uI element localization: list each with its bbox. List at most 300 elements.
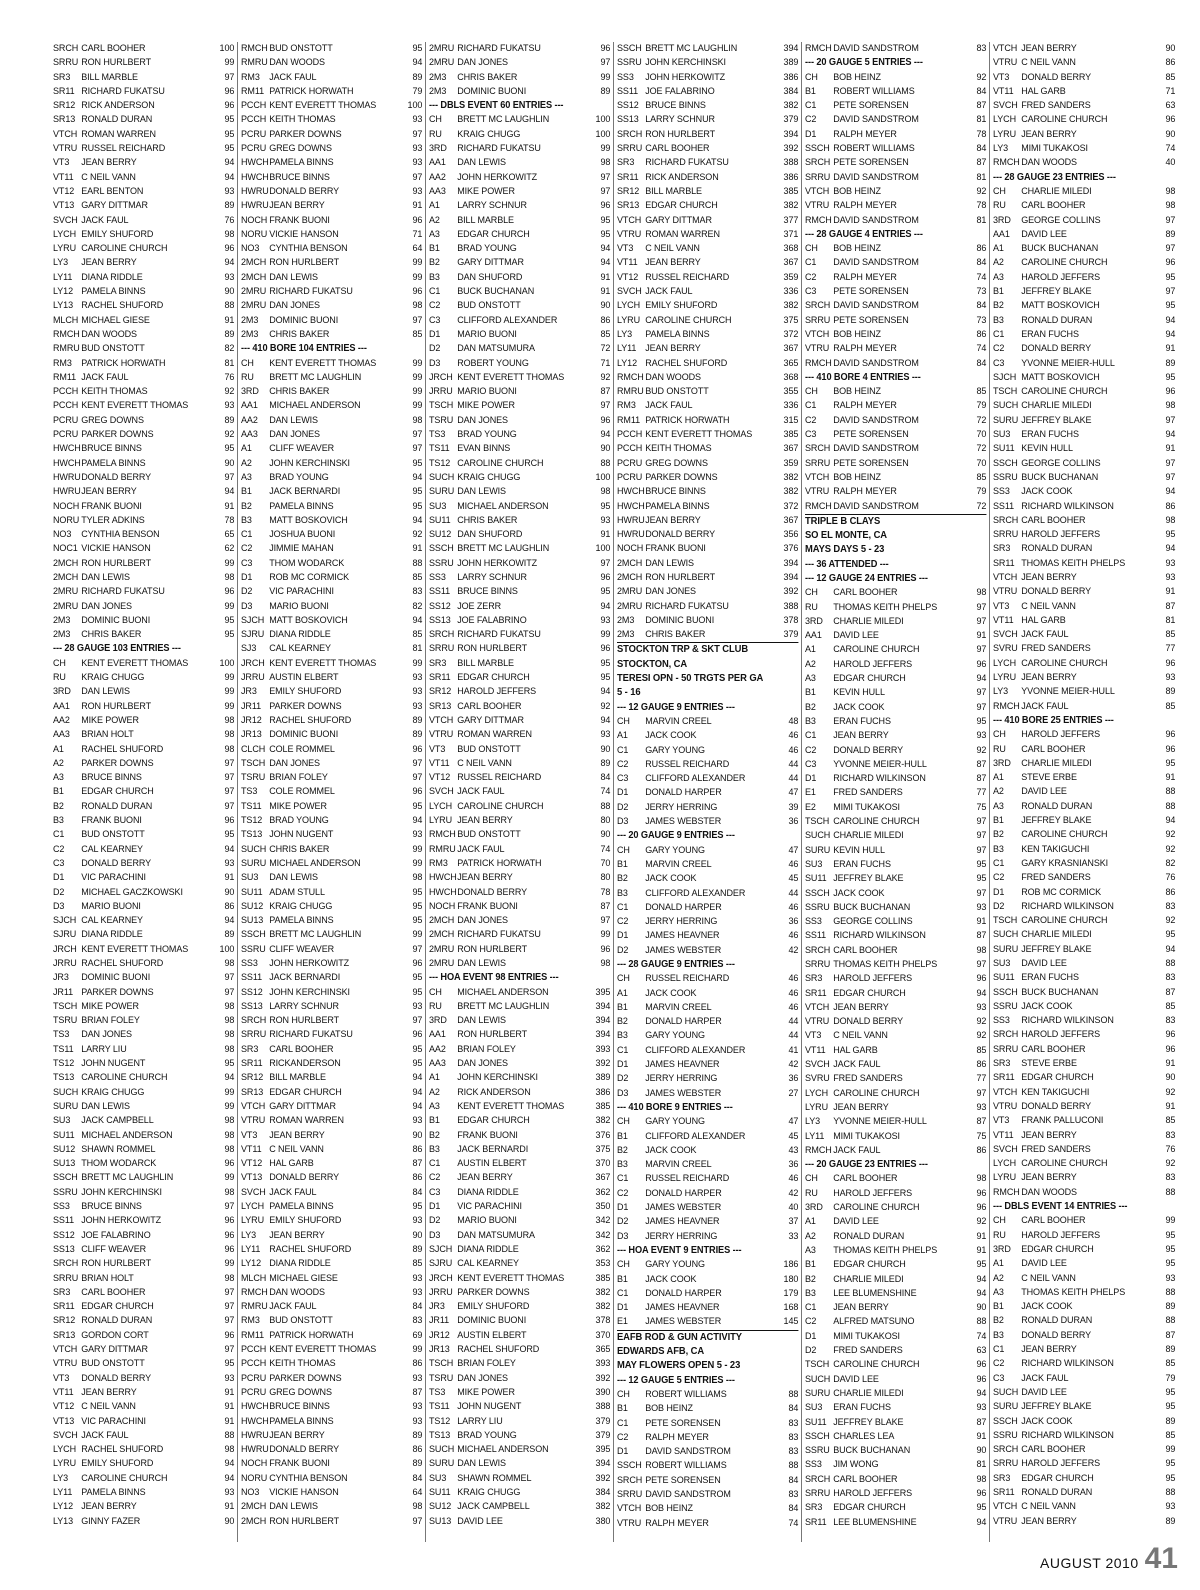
class-code: VT12 (617, 271, 639, 283)
class-code: B1 (241, 486, 252, 498)
shooter-name: RON HURLBERT (81, 1258, 152, 1270)
shooter-name: RONALD DURAN (1021, 1486, 1093, 1498)
result-row (993, 671, 1175, 685)
class-code: D2 (805, 1345, 817, 1357)
score: 95 (600, 672, 611, 684)
shooter-name: CARL BOOHER (1021, 514, 1086, 526)
score: 372 (783, 328, 799, 340)
shooter-name: RACHEL SHUFORD (81, 300, 164, 312)
class-code: VTCH (993, 43, 1018, 54)
score: 98 (224, 1029, 235, 1041)
event-header: --- DBLS EVENT 14 ENTRIES --- (993, 1201, 1128, 1213)
shooter-name: DONALD BERRY (833, 744, 904, 756)
score: 93 (412, 1415, 423, 1427)
class-code: SS3 (241, 958, 258, 969)
shooter-name: CHRIS BAKER (81, 629, 142, 641)
class-code: RM11 (241, 1329, 265, 1341)
score: 81 (976, 114, 987, 126)
class-code: LY12 (53, 1501, 74, 1513)
score: 395 (595, 986, 611, 998)
shooter-name: CAROLINE CHURCH (1021, 829, 1108, 841)
shooter-name: PATRICK HORWATH (269, 1329, 354, 1341)
result-row (805, 615, 986, 629)
shooter-name: EDGAR CHURCH (1021, 1243, 1094, 1255)
result-row (993, 614, 1175, 628)
shooter-name: FRANK BUONI (457, 900, 518, 912)
shooter-name: BOB HEINZ (833, 71, 881, 83)
score: 84 (788, 1403, 799, 1415)
class-code: TSCH (805, 1359, 830, 1371)
shooter-name: RALPH MEYER (645, 1517, 709, 1529)
score: 88 (412, 557, 423, 569)
class-code: LY11 (805, 1130, 825, 1142)
result-row (429, 714, 610, 728)
result-row (617, 715, 798, 729)
shooter-name: GARY YOUNG (645, 844, 705, 856)
shooter-name: PAMELA BINNS (269, 500, 334, 512)
result-row (805, 1215, 986, 1229)
class-code: A3 (805, 1244, 816, 1256)
shooter-name: JACK FAUL (457, 786, 505, 798)
result-row (993, 828, 1175, 842)
score: 46 (788, 1001, 799, 1013)
class-code: SRCH (53, 1258, 79, 1270)
shooter-name: KRAIG CHUGG (457, 1486, 521, 1498)
shooter-name: CARL BOOHER (833, 587, 898, 599)
result-row (993, 42, 1175, 56)
result-row (617, 242, 798, 256)
shooter-name: MARVIN CREEL (645, 715, 712, 727)
score: 99 (600, 143, 611, 155)
result-row (429, 214, 610, 228)
result-row (993, 600, 1175, 614)
score: 98 (600, 157, 611, 169)
score: 91 (600, 529, 611, 541)
result-row (993, 1400, 1175, 1414)
result-row (993, 471, 1175, 485)
class-code: HWCH (429, 872, 457, 884)
score: 95 (412, 800, 423, 812)
score: 97 (976, 701, 987, 713)
result-row (993, 1443, 1175, 1457)
event-header: --- 410 BORE 9 ENTRIES --- (617, 1101, 733, 1113)
shooter-name: EDGAR CHURCH (1021, 1472, 1094, 1484)
score: 95 (224, 128, 235, 140)
shooter-name: DOMINIC BUONI (457, 1315, 527, 1327)
score: 94 (224, 1072, 235, 1084)
class-code: CH (617, 715, 630, 727)
result-row (53, 85, 234, 99)
score: 99 (412, 400, 423, 412)
shooter-name: GREG DOWNS (81, 414, 144, 426)
shooter-name: HAROLD JEFFERS (833, 1187, 913, 1199)
class-code: SS11 (241, 972, 263, 984)
score: 378 (783, 614, 799, 626)
score: 89 (224, 328, 235, 340)
class-code: SRCH (993, 1029, 1019, 1041)
class-code: D1 (617, 930, 629, 942)
shooter-name: DIANA RIDDLE (269, 1258, 331, 1270)
result-row (53, 457, 234, 471)
score: 76 (1165, 872, 1176, 884)
result-row (617, 987, 798, 1001)
result-row (241, 1443, 422, 1457)
result-row (993, 900, 1175, 914)
shooter-name: DAN LEWIS (269, 872, 318, 884)
score: 99 (224, 1258, 235, 1270)
score: 77 (1165, 643, 1176, 655)
score: 388 (595, 1401, 611, 1413)
shooter-name: DONALD BERRY (645, 529, 716, 541)
result-row (993, 1000, 1175, 1014)
score: 375 (595, 1143, 611, 1155)
score: 93 (412, 1272, 423, 1284)
class-code: A2 (993, 257, 1004, 269)
result-row (617, 414, 798, 428)
score: 92 (976, 744, 987, 756)
score: 98 (1165, 200, 1176, 212)
class-code: A1 (993, 243, 1004, 255)
shooter-name: CAROLINE CHURCH (833, 644, 920, 656)
shooter-name: FRED SANDERS (1021, 1143, 1091, 1155)
result-row (241, 914, 422, 928)
class-code: C1 (993, 1344, 1005, 1356)
score: 91 (1165, 586, 1176, 598)
result-row (429, 271, 610, 285)
shooter-name: EDGAR CHURCH (645, 200, 718, 212)
result-row (805, 744, 986, 758)
result-row (993, 1157, 1175, 1171)
class-code: B1 (805, 85, 816, 97)
score: 386 (783, 171, 799, 183)
class-code: SURU (993, 943, 1019, 955)
result-row (53, 900, 234, 914)
score: 71 (600, 357, 611, 369)
class-code: LY3 (241, 1229, 257, 1241)
result-row (53, 214, 234, 228)
class-code: SSRU (993, 1000, 1018, 1012)
shooter-name: RICHARD WILKINSON (833, 930, 926, 942)
score: 84 (412, 1472, 423, 1484)
result-row (429, 1186, 610, 1200)
score: 78 (224, 514, 235, 526)
score: 95 (1165, 1386, 1176, 1398)
shooter-name: GARY YOUNG (645, 1259, 705, 1271)
class-code: SR11 (241, 1058, 263, 1070)
result-row (53, 428, 234, 442)
score: 97 (412, 943, 423, 955)
score: 98 (976, 587, 987, 599)
result-row (617, 801, 798, 815)
score: 98 (976, 1473, 987, 1485)
shooter-name: JOHN HERKOWITZ (457, 557, 538, 569)
result-row (429, 857, 610, 871)
shooter-name: CLIFF WEAVER (81, 1243, 147, 1255)
shooter-name: CHARLIE MILEDI (1021, 185, 1092, 197)
score: 84 (412, 1186, 423, 1198)
shooter-name: JEAN BERRY (833, 1101, 889, 1113)
class-code: C2 (805, 114, 817, 126)
score: 386 (783, 71, 799, 83)
class-code: RM11 (53, 371, 77, 383)
score: 86 (1165, 57, 1176, 69)
result-row (429, 471, 610, 485)
club-heading: 5 - 16 (617, 687, 641, 699)
result-row (805, 815, 986, 829)
class-code: SR3 (805, 973, 823, 985)
result-row (429, 1286, 610, 1300)
shooter-name: LEE BLUMENSHINE (833, 1516, 917, 1528)
class-code: PCRU (53, 429, 79, 441)
class-code: 2MCH (241, 271, 267, 283)
result-row (429, 199, 610, 213)
class-code: RMCH (993, 700, 1020, 712)
score: 87 (412, 1386, 423, 1398)
class-code: PCRU (241, 128, 267, 140)
shooter-name: BRAD YOUNG (269, 815, 329, 827)
score: 100 (219, 943, 235, 955)
class-code: RM3 (53, 357, 72, 369)
class-code: D1 (617, 1059, 629, 1071)
class-code: SS3 (993, 1015, 1010, 1027)
shooter-name: EDGAR CHURCH (457, 672, 530, 684)
score: 86 (412, 1143, 423, 1155)
class-code: SRRU (617, 1488, 643, 1500)
result-row (53, 56, 234, 70)
result-row (617, 1258, 798, 1272)
class-code: PCCH (241, 100, 267, 112)
class-code: 2M3 (53, 629, 71, 641)
class-code: 2MCH (241, 257, 267, 269)
class-code: RU (993, 1229, 1006, 1241)
shooter-name: PARKER DOWNS (81, 986, 154, 998)
class-code: B1 (617, 1273, 628, 1285)
shooter-name: DAVID LEE (833, 1373, 879, 1385)
class-code: E1 (617, 1316, 628, 1328)
class-code: C3 (429, 1186, 441, 1198)
class-code: SU11 (805, 1416, 827, 1428)
class-code: 2M3 (53, 614, 71, 626)
result-row (805, 314, 986, 328)
class-code: D2 (429, 343, 441, 355)
shooter-name: RACHEL SHUFORD (269, 1243, 352, 1255)
shooter-name: BRUCE BINNS (269, 171, 330, 183)
result-row (805, 586, 986, 600)
shooter-name: THOMAS KEITH PHELPS (1021, 1286, 1126, 1298)
shooter-name: CHARLIE MILEDI (833, 830, 904, 842)
class-code: SS11 (53, 1215, 75, 1227)
score: 94 (1165, 429, 1176, 441)
shooter-name: DAN JONES (269, 757, 320, 769)
class-code: SRCH (993, 1444, 1019, 1456)
class-code: TS12 (429, 457, 451, 469)
result-row (241, 657, 422, 671)
shooter-name: BOB HEINZ (833, 185, 881, 197)
result-row (241, 1300, 422, 1314)
result-row (993, 800, 1175, 814)
score: 99 (412, 1344, 423, 1356)
shooter-name: CLIFFORD ALEXANDER (645, 1130, 746, 1142)
score: 89 (1165, 1344, 1176, 1356)
result-row (53, 471, 234, 485)
score: 382 (783, 200, 799, 212)
shooter-name: BRETT MC LAUGHLIN (269, 371, 362, 383)
result-row (241, 56, 422, 70)
score: 89 (600, 757, 611, 769)
result-row (805, 485, 986, 499)
event-header: --- 20 GAUGE 5 ENTRIES --- (805, 57, 923, 69)
result-row (617, 113, 798, 127)
score: 362 (595, 1243, 611, 1255)
result-row (241, 671, 422, 685)
class-code: SR3 (805, 1502, 823, 1514)
class-code: SURU (993, 1401, 1019, 1413)
score: 83 (1165, 1129, 1176, 1141)
class-code: B2 (617, 873, 628, 885)
score: 98 (412, 872, 423, 884)
shooter-name: C NEIL VANN (833, 1030, 888, 1042)
class-code: VTRU (429, 729, 454, 741)
shooter-name: JEAN BERRY (1021, 1344, 1077, 1356)
score: 92 (1165, 915, 1176, 927)
class-code: RU (241, 371, 254, 383)
result-row (241, 886, 422, 900)
score: 72 (600, 343, 611, 355)
class-code: SUCH (993, 400, 1019, 412)
class-code: VTRU (993, 1100, 1018, 1112)
score: 100 (219, 657, 235, 669)
shooter-name: DAN MATSUMURA (457, 343, 535, 355)
result-row (805, 758, 986, 772)
result-row (805, 887, 986, 901)
result-row (429, 328, 610, 342)
score: 94 (412, 471, 423, 483)
result-row (429, 414, 610, 428)
result-row (617, 199, 798, 213)
shooter-name: THOM WODARCK (81, 1158, 157, 1170)
result-row (805, 399, 986, 413)
result-row (53, 1114, 234, 1128)
class-code: JR12 (241, 714, 262, 726)
class-code: RM3 (617, 400, 636, 412)
result-row (53, 1300, 234, 1314)
shooter-name: DAVID LEE (457, 1515, 503, 1527)
shooter-name: VIC PARACHINI (81, 872, 146, 884)
result-row (53, 1014, 234, 1028)
score: 72 (976, 414, 987, 426)
class-code: A1 (241, 443, 252, 455)
score: 100 (219, 43, 235, 54)
score: 96 (412, 958, 423, 969)
event-header: --- 12 GAUGE 5 ENTRIES --- (617, 1374, 735, 1386)
shooter-name: DONALD BERRY (1021, 1100, 1092, 1112)
shooter-name: HAROLD JEFFERS (1021, 1458, 1101, 1470)
class-code: TSRU (429, 1372, 454, 1384)
result-row (241, 1129, 422, 1143)
score: 85 (976, 1044, 987, 1056)
result-row (617, 171, 798, 185)
shooter-name: PATRICK HORWATH (269, 85, 354, 97)
shooter-name: DONALD BERRY (269, 1172, 340, 1184)
class-code: SR3 (429, 657, 447, 669)
score: 99 (412, 357, 423, 369)
score: 96 (412, 286, 423, 298)
shooter-name: JEAN BERRY (1021, 1172, 1077, 1184)
class-code: 2MRU (429, 57, 455, 69)
score: 90 (1165, 1072, 1176, 1084)
score: 368 (783, 371, 799, 383)
result-row (241, 385, 422, 399)
score: 93 (976, 1402, 987, 1414)
class-code: D1 (805, 1330, 817, 1342)
score: 97 (1165, 214, 1176, 226)
result-row (993, 385, 1175, 399)
score: 98 (224, 1272, 235, 1284)
score: 93 (1165, 1272, 1176, 1284)
shooter-name: HAROLD JEFFERS (457, 686, 537, 698)
shooter-name: HAROLD JEFFERS (1021, 529, 1101, 541)
class-code: LY11 (53, 1486, 73, 1498)
score: 72 (976, 443, 987, 455)
score: 388 (783, 600, 799, 612)
score: 97 (412, 443, 423, 455)
result-row (993, 414, 1175, 428)
class-code: 2MRU (241, 300, 267, 312)
score: 95 (1165, 1401, 1176, 1413)
class-code: B3 (805, 1287, 816, 1299)
class-code: NOCH (241, 1458, 268, 1470)
class-code: AA1 (429, 1029, 446, 1041)
class-code: SU12 (429, 1501, 452, 1513)
score: 64 (412, 1486, 423, 1498)
shooter-name: ERAN FUCHS (1021, 429, 1079, 441)
shooter-name: JACK CAMPBELL (81, 1115, 154, 1127)
score: 89 (412, 714, 423, 726)
result-row (429, 399, 610, 413)
class-code: LYCH (53, 228, 77, 240)
shooter-name: DAVID LEE (1021, 1386, 1067, 1398)
shooter-name: JACK FAUL (269, 71, 317, 83)
result-row (993, 857, 1175, 871)
result-row (429, 385, 610, 399)
result-row (241, 771, 422, 785)
result-row (241, 757, 422, 771)
result-row (53, 185, 234, 199)
result-row (993, 943, 1175, 957)
event-header: --- 28 GAUGE 9 ENTRIES --- (617, 959, 735, 970)
result-row (429, 1243, 610, 1257)
class-code: C1 (241, 529, 253, 541)
score: 99 (224, 57, 235, 69)
score: 97 (1165, 286, 1176, 298)
shooter-name: RACHEL SHUFORD (81, 743, 164, 755)
result-row (993, 371, 1175, 385)
result-row (241, 700, 422, 714)
score: 392 (595, 1372, 611, 1384)
result-row (53, 228, 234, 242)
result-row (53, 1057, 234, 1071)
shooter-name: BUCK BUCHANAN (1021, 243, 1099, 255)
class-code: SSRU (805, 1445, 830, 1457)
class-code: CH (617, 973, 630, 985)
shooter-name: RICHARD FUKATSU (645, 600, 729, 612)
club-heading: TRIPLE B CLAYS (805, 515, 881, 527)
shooter-name: CHRIS BAKER (457, 514, 518, 526)
shooter-name: JEAN BERRY (645, 343, 701, 355)
class-code: RM3 (241, 71, 260, 83)
result-row (241, 1329, 422, 1343)
result-row (241, 1071, 422, 1085)
